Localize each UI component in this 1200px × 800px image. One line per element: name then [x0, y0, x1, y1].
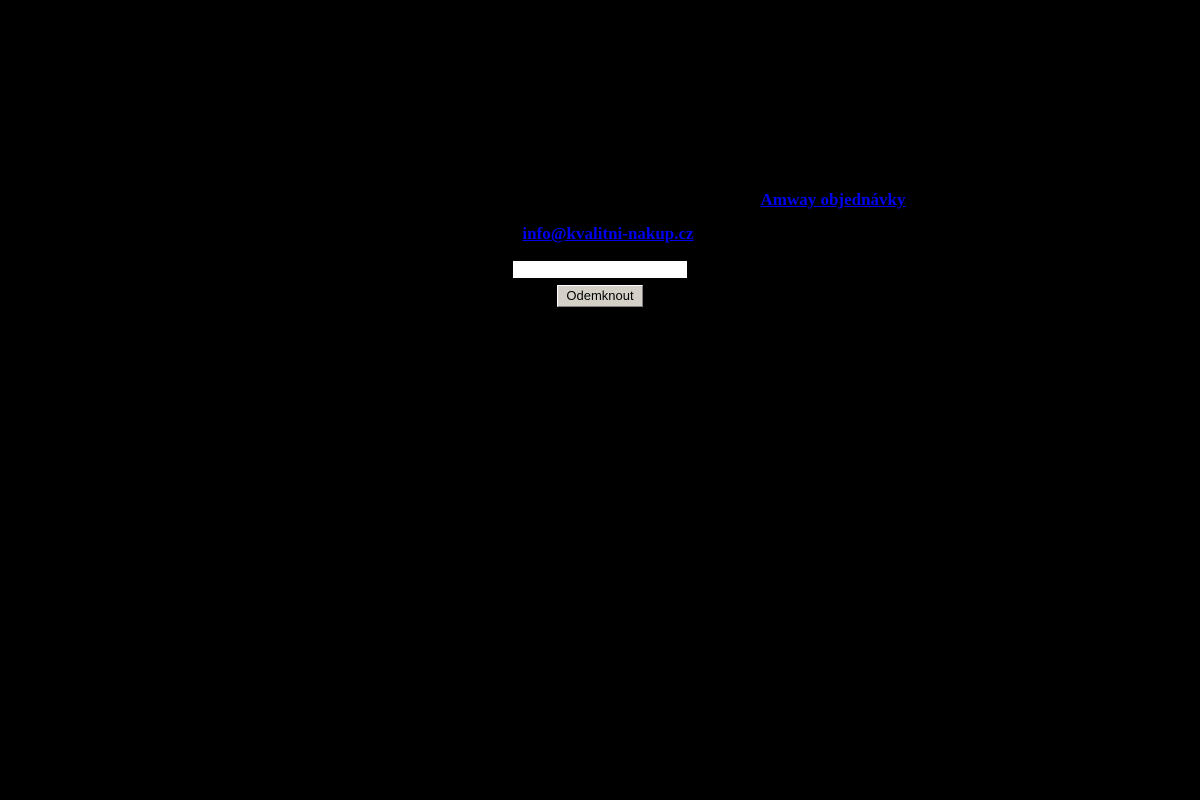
password-input[interactable] [512, 260, 688, 279]
contact-email-container [0, 224, 1200, 244]
contact-email-inner [522, 224, 693, 244]
site-heading-inner [761, 190, 906, 210]
site-heading [0, 190, 1200, 210]
contact-email-link[interactable]: info@kvalitni-nakup.cz [522, 224, 694, 243]
unlock-button[interactable]: Odemknout [557, 285, 642, 307]
unlock-form [0, 260, 1200, 307]
amway-orders-link[interactable]: Amway objednávky [760, 190, 906, 209]
